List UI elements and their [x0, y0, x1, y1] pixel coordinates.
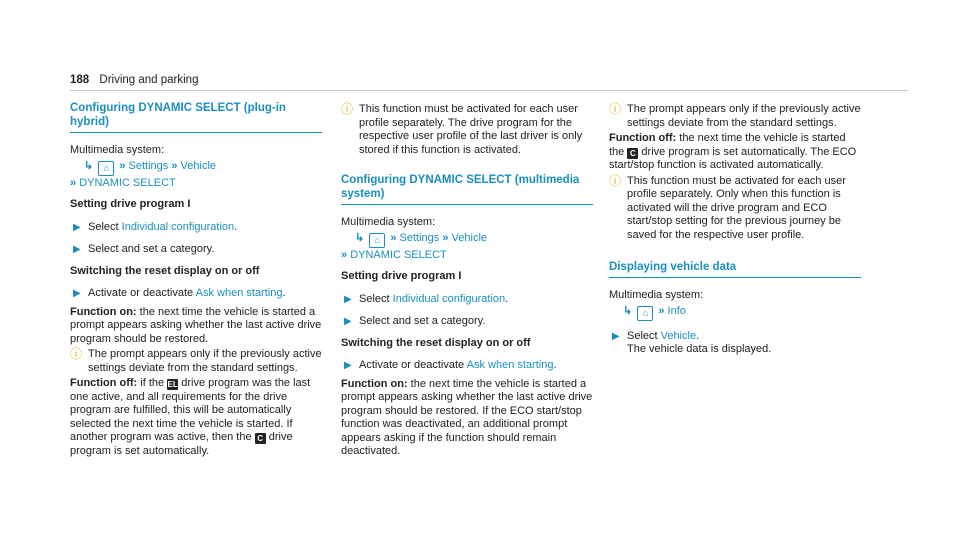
step-text: Activate or deactivate	[359, 359, 467, 371]
function-off-paragraph	[70, 377, 322, 458]
triangle-right-icon: ▶	[73, 288, 81, 299]
function-off-text: drive program is set automatically. The ECO start/stop function is activated automatically.	[609, 145, 857, 171]
path-dynamic-select: DYNAMIC SELECT	[79, 176, 176, 189]
triangle-right-icon: ▶	[344, 316, 352, 327]
step-result-text: The vehicle data is displayed.	[627, 343, 772, 355]
step-punct: .	[553, 359, 557, 371]
step-punct: .	[282, 287, 286, 299]
column-2	[341, 101, 593, 461]
link-ask-when-starting: Ask when starting	[466, 359, 554, 371]
step-text: Select	[359, 292, 393, 305]
note	[609, 103, 861, 130]
step-text: Select	[627, 329, 661, 342]
switch-title: Switching the reset display on or off	[341, 336, 531, 349]
double-chevron-icon: »	[390, 231, 397, 244]
function-on-paragraph	[70, 306, 322, 347]
nav-path-2	[70, 177, 322, 191]
link-ask-when-starting: Ask when starting	[195, 287, 283, 299]
link-vehicle: Vehicle	[660, 329, 697, 342]
step-item	[341, 359, 593, 373]
home-icon: ⌂	[637, 306, 653, 321]
path-dynamic-select: DYNAMIC SELECT	[350, 248, 447, 261]
home-icon: ⌂	[369, 233, 385, 248]
el-badge-icon: EL	[167, 380, 178, 389]
info-icon: ⓘ	[70, 347, 83, 361]
step-item	[341, 315, 593, 329]
nav-path	[609, 305, 861, 321]
multimedia-label: Multimedia system:	[609, 289, 704, 301]
function-on-text: the next time the vehicle is started a prompt appears asking whether the last active drive program should be restored. If the ECO start/stop function was deactivated, an additional prompt appears asking if the function should remain deactivated.	[341, 377, 593, 457]
section-title: Configuring DYNAMIC SELECT (multimedia system)	[341, 173, 593, 205]
switch-title: Switching the reset display on or off	[70, 264, 260, 277]
c-badge-icon: C	[255, 433, 266, 444]
function-on-label: Function on:	[70, 305, 137, 318]
path-vehicle: Vehicle	[451, 231, 488, 244]
function-off-text: drive program is set automatically.	[70, 431, 293, 457]
note	[341, 103, 593, 157]
double-chevron-icon: »	[119, 159, 126, 172]
triangle-right-icon: ▶	[73, 244, 81, 255]
step-text: Select and set a category.	[359, 315, 486, 327]
step-punct: .	[505, 292, 509, 305]
path-vehicle: Vehicle	[180, 159, 217, 172]
function-on-text: the next time the vehicle is started a prompt appears asking whether the last active drive program should be restored.	[70, 305, 322, 345]
step-punct: .	[234, 220, 238, 233]
step-text: Select	[88, 220, 122, 233]
multimedia-label: Multimedia system:	[341, 216, 436, 228]
setting-title: Setting drive program I	[341, 270, 462, 282]
link-individual-configuration: Individual configuration	[121, 220, 235, 233]
path-info: Info	[667, 304, 686, 317]
note-text: The prompt appears only if the previously active settings deviate from the standard settings.	[88, 348, 322, 374]
function-off-label: Function off:	[609, 132, 677, 144]
c-badge-icon: C	[627, 148, 638, 159]
page-header	[70, 74, 198, 86]
path-start-icon: ↳	[623, 304, 633, 317]
double-chevron-icon: »	[658, 304, 665, 317]
path-start-icon: ↳	[355, 231, 365, 244]
note-text: This function must be activated for each user profile separately. The drive program for the respective user profile of the last driver is only stored if this function is activated.	[359, 103, 583, 156]
step-item	[70, 287, 322, 301]
header-divider	[70, 90, 908, 91]
nav-path-2	[341, 249, 593, 263]
double-chevron-icon: »	[70, 176, 77, 189]
path-settings: Settings	[128, 159, 169, 172]
home-icon: ⌂	[98, 161, 114, 176]
step-text: Select and set a category.	[88, 243, 215, 255]
step-item	[70, 243, 322, 257]
path-settings: Settings	[399, 231, 440, 244]
step-punct: .	[696, 329, 700, 342]
step-item	[70, 221, 322, 235]
setting-title: Setting drive program I	[70, 198, 191, 210]
triangle-right-icon: ▶	[73, 221, 81, 233]
function-off-text: the next time the vehicle is started the	[609, 132, 846, 158]
triangle-right-icon: ▶	[612, 330, 620, 342]
nav-path	[341, 232, 593, 248]
multimedia-label: Multimedia system:	[70, 144, 165, 156]
section-title: Configuring DYNAMIC SELECT (plug-in hybrid)	[70, 101, 322, 133]
note-text: This function must be activated for each user profile separately. Only when this function is activated will the drive program and ECO start/stop setting for the previous journey be saved for the respective user profile.	[627, 174, 846, 241]
step-item	[609, 330, 861, 357]
info-icon: ⓘ	[609, 173, 622, 188]
note-text: The prompt appears only if the previously active settings deviate from the standard settings.	[627, 103, 861, 129]
function-on-label: Function on:	[341, 377, 408, 390]
function-off-text: if the	[137, 377, 168, 389]
double-chevron-icon: »	[341, 248, 348, 261]
double-chevron-icon: »	[442, 231, 449, 244]
double-chevron-icon: »	[171, 159, 178, 172]
info-icon: ⓘ	[341, 102, 354, 116]
section-title: Displaying vehicle data	[609, 260, 861, 278]
note	[609, 175, 861, 243]
step-item	[341, 293, 593, 307]
triangle-right-icon: ▶	[344, 360, 352, 371]
step-text: Activate or deactivate	[88, 287, 196, 299]
function-on-paragraph	[341, 378, 593, 459]
column-3	[609, 101, 861, 362]
chapter-title: Driving and parking	[99, 74, 199, 86]
function-off-text: drive program was the last one active, and all requirements for the drive program are fulfilled, this will be automatically selected the next time the vehicle is started. If another program was active, then the	[70, 377, 311, 443]
info-icon: ⓘ	[609, 102, 622, 116]
column-1	[70, 101, 322, 460]
note	[70, 348, 322, 375]
function-off-label: Function off:	[70, 377, 138, 389]
nav-path	[70, 160, 322, 176]
function-off-paragraph	[609, 132, 861, 173]
link-individual-configuration: Individual configuration	[392, 292, 506, 305]
page-number: 188	[70, 74, 90, 86]
triangle-right-icon: ▶	[344, 293, 352, 305]
path-start-icon: ↳	[84, 159, 94, 172]
